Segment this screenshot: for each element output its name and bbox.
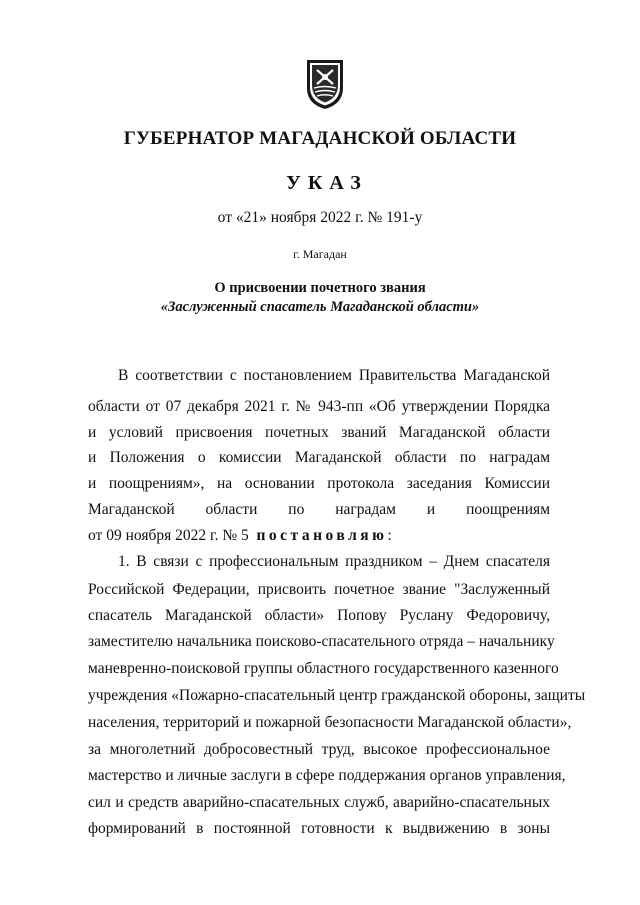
paragraph-1-line: области от 07 декабря 2021 г. № 943-пп «Об утверждении Порядка: [88, 398, 550, 415]
paragraph-1-line: В соответствии с постановлением Правительства Магаданской: [118, 367, 550, 384]
paragraph-1-last-line: [88, 526, 550, 546]
decree-title-line-2: «Заслуженный спасатель Магаданской области»: [160, 299, 480, 315]
paragraph-2-line: заместителю начальника поисково-спасательного отряда – начальнику: [88, 633, 555, 650]
paragraph-2-line: маневренно-поисковой группы областного государственного казенного: [88, 660, 559, 677]
paragraph-1-line: и условий присвоения почетных званий Магаданской области: [88, 424, 550, 441]
decree-title-line-1: О присвоении почетного звания: [214, 280, 426, 296]
paragraph-2-line: 1. В связи с профессиональным праздником – Днем спасателя: [118, 553, 550, 570]
decree-city: г. Магадан: [293, 247, 347, 261]
paragraph-2-line: учреждения «Пожарно-спасательный центр гражданской обороны, защиты: [88, 687, 586, 704]
decree-label: УКАЗ: [286, 172, 368, 194]
paragraph-2-line: Российской Федерации, присвоить почетное звание "Заслуженный: [88, 581, 550, 598]
paragraph-2-line: населения, территорий и пожарной безопасности Магаданской области»,: [88, 714, 572, 731]
paragraph-2-line: спасатель Магаданской области» Попову Руслану Федоровичу,: [88, 607, 550, 624]
paragraph-2-line: мастерство и личные заслуги в сфере поддержания органов управления,: [88, 767, 566, 784]
paragraph-1-line: и поощрениям», на основании протокола заседания Комиссии: [88, 475, 550, 492]
decree-date-number: от «21» ноября 2022 г. № 191-у: [217, 209, 423, 226]
keyword-colon: :: [387, 527, 392, 544]
coat-of-arms-icon: [303, 58, 347, 110]
paragraph-1-line: Магаданской области по наградам и поощрениям: [88, 501, 550, 518]
paragraph-2-line: формирований в постоянной готовности к выдвижению в зоны: [88, 820, 550, 837]
paragraph-2-line: за многолетний добросовестный труд, высокое профессиональное: [88, 741, 550, 758]
paragraph-1-line: и Положения о комиссии Магаданской области по наградам: [88, 449, 550, 466]
paragraph-2-line: сил и средств аварийно-спасательных служб, аварийно-спасательных: [88, 794, 550, 811]
governor-title: ГУБЕРНАТОР МАГАДАНСКОЙ ОБЛАСТИ: [123, 128, 517, 149]
decree-keyword: постановляю: [256, 527, 388, 544]
protocol-reference: от 09 ноября 2022 г. № 5: [88, 527, 249, 544]
